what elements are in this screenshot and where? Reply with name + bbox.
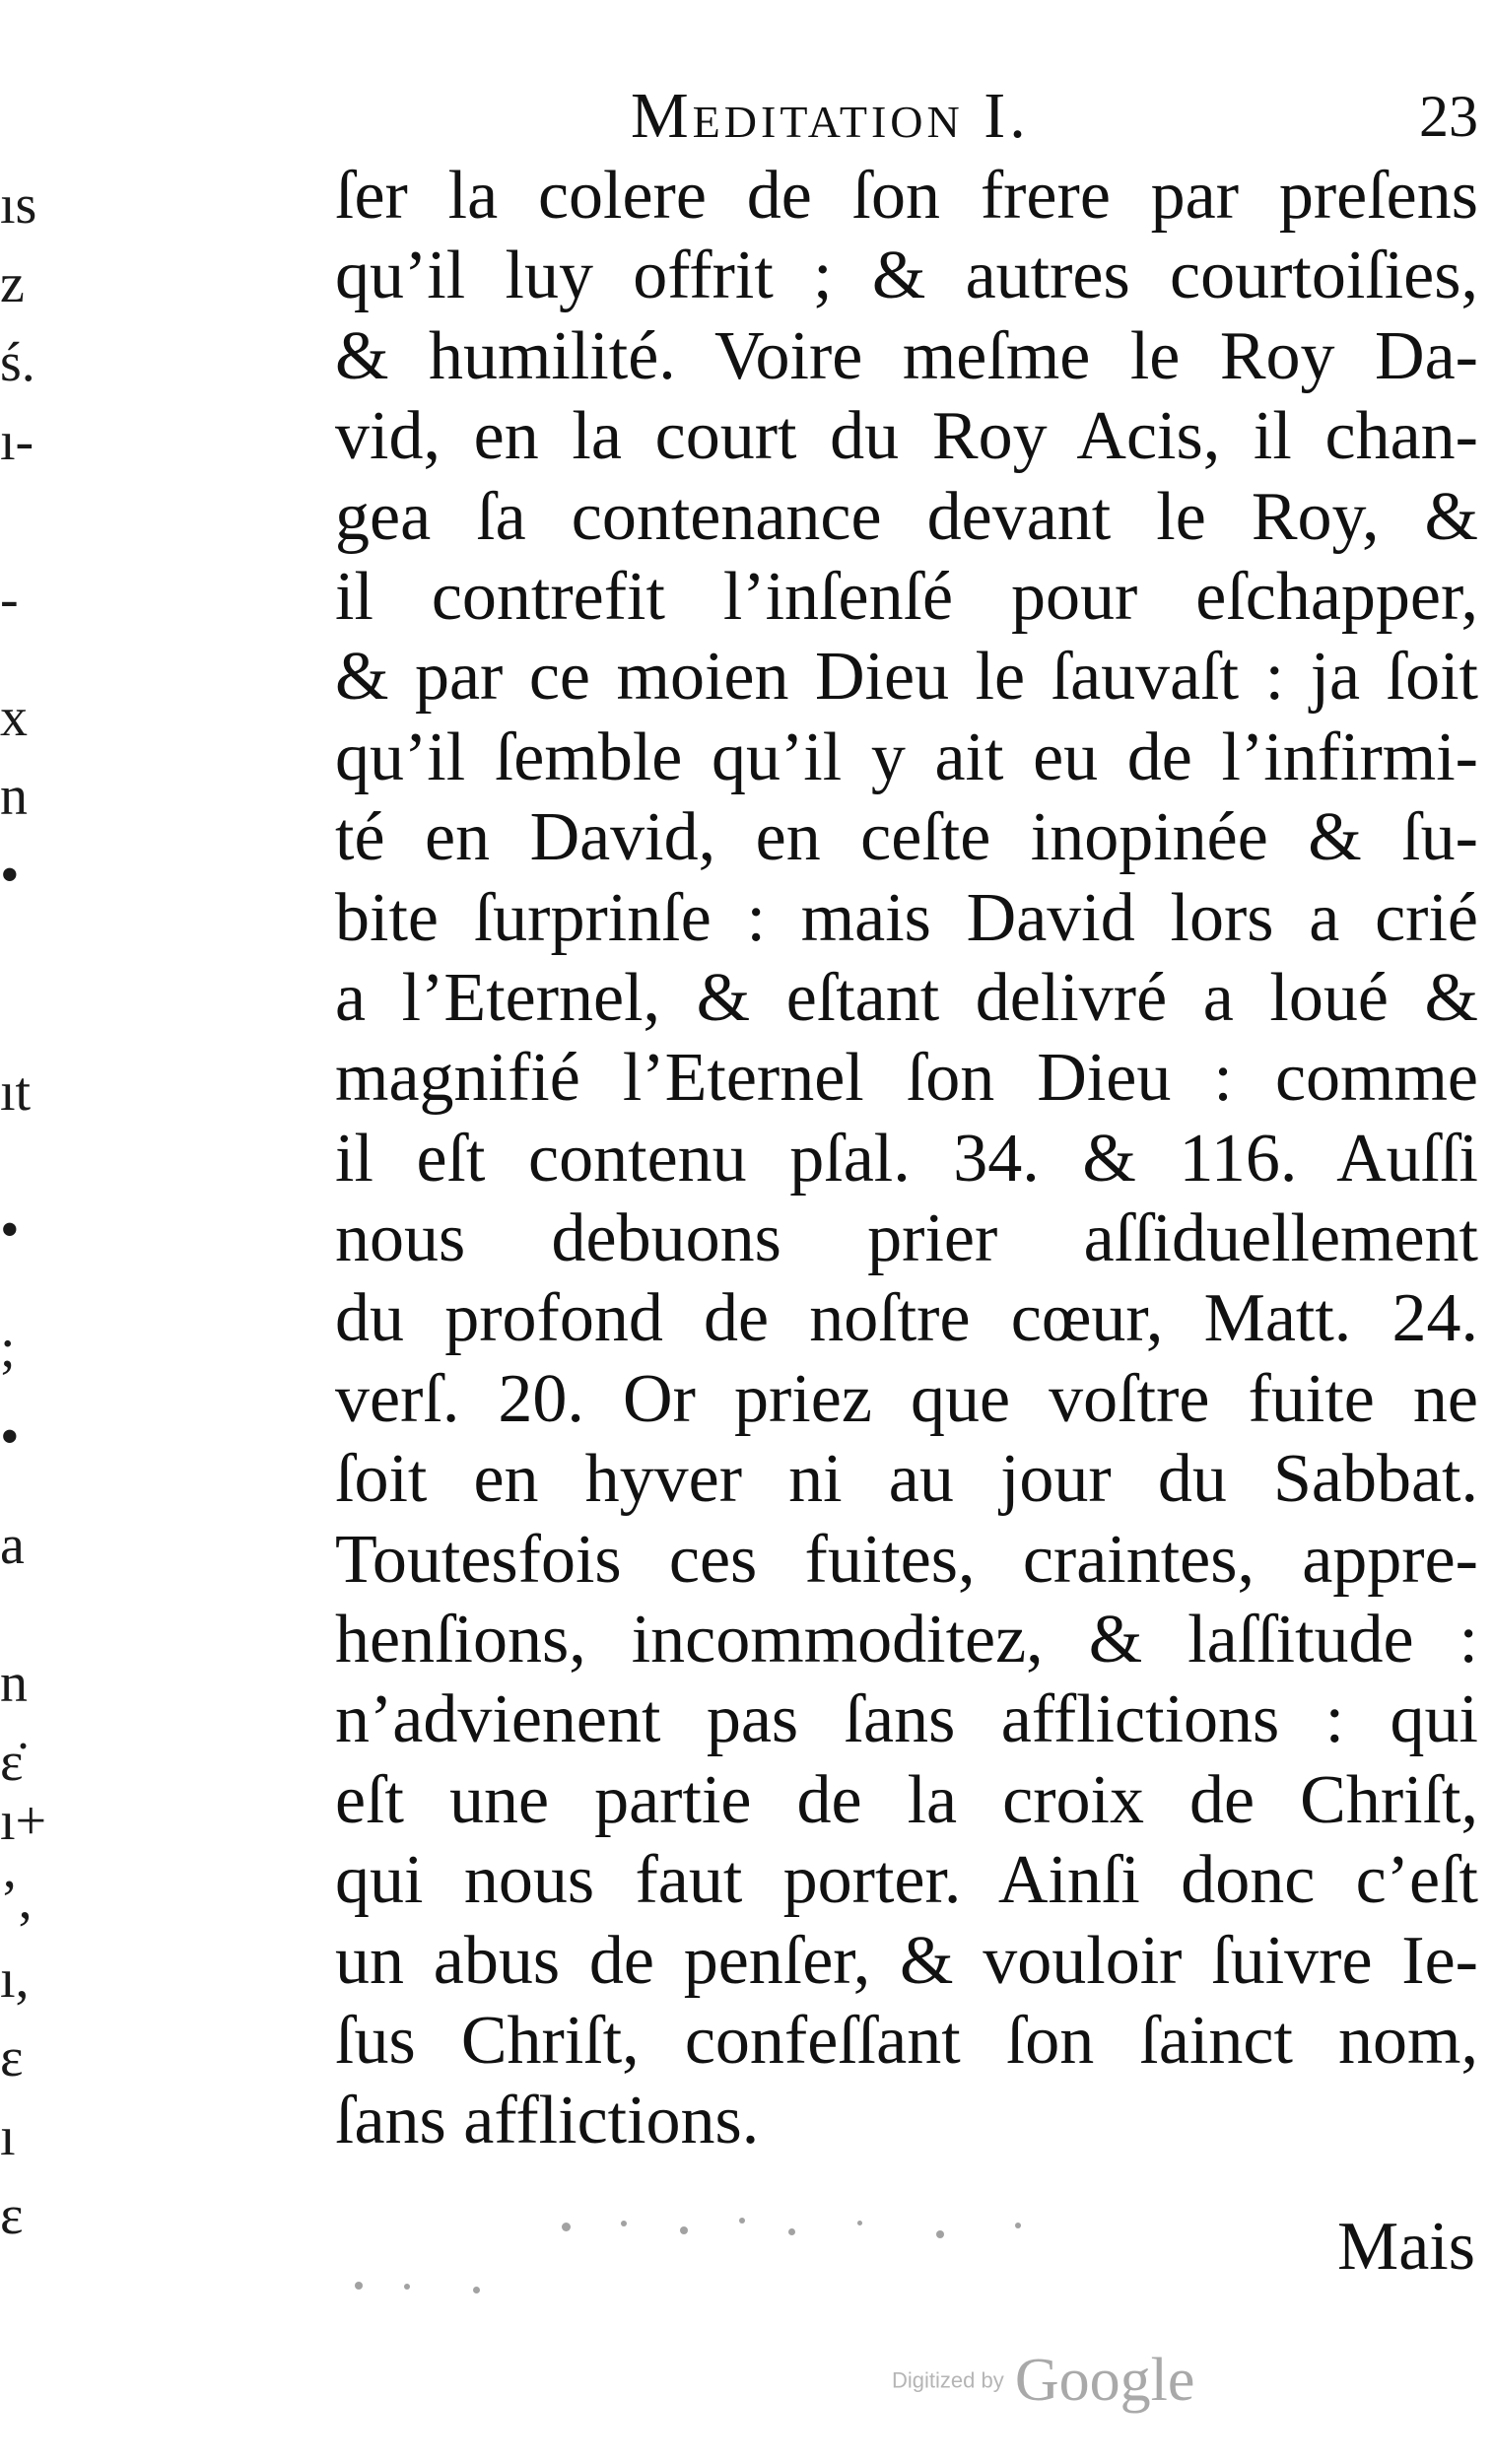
smudge-mark [857, 2221, 862, 2225]
margin-fragment: ’, [0, 1870, 33, 1931]
text-line: du profond de noſtre cœur, Matt. 24. [335, 1280, 1478, 1357]
text-line: & humilité. Voire meſme le Roy Da- [335, 317, 1478, 394]
margin-fragment: x [0, 687, 28, 748]
smudge-mark [936, 2230, 944, 2238]
text-line: té en David, en ceſte inopinée & ſu- [335, 799, 1478, 876]
margin-fragment: ś. [0, 332, 35, 393]
running-header [631, 79, 1478, 168]
text-line: un abus de penſer, & vouloir ſuivre Ie- [335, 1922, 1478, 1999]
margin-fragment: • [0, 1199, 20, 1261]
text-line: qui nous faut porter. Ainſi donc c’eſt [335, 1842, 1478, 1919]
text-line: qu’il ſemble qu’il y ait eu de l’infirmi- [335, 719, 1478, 795]
text-line: verſ. 20. Or priez que voſtre fuite ne [335, 1360, 1478, 1437]
text-line: vid, en la court du Roy Acis, il chan- [335, 398, 1478, 475]
margin-fragment: - [0, 569, 19, 630]
catchword: Mais [1337, 2209, 1475, 2285]
margin-fragment: ; [0, 1318, 16, 1379]
google-logo: Google [1014, 2347, 1195, 2414]
margin-fragment: • [0, 845, 20, 906]
margin-fragment: ı, [0, 1949, 30, 2010]
smudge-mark [788, 2228, 795, 2235]
margin-fragment: z [0, 253, 25, 314]
text-line: n’advienent pas ſans afflictions : qui [335, 1681, 1478, 1758]
text-line: a l’Eternel, & eſtant delivré a loué & [335, 959, 1478, 1036]
text-line: ſus Chriſt, confeſſant ſon ſainct nom, [335, 2002, 1478, 2079]
text-line: eſt une partie de la croix de Chriſt, [335, 1761, 1478, 1838]
smudge-mark [562, 2223, 571, 2231]
margin-fragment: ɛ̇ [0, 1732, 24, 1793]
header-title: Meditation I. [631, 80, 1030, 152]
margin-fragment: a [0, 1515, 25, 1576]
margin-fragment: ı+ [0, 1791, 47, 1852]
smudge-mark [404, 2284, 410, 2290]
margin-fragment: ɛ [0, 2027, 24, 2088]
text-line: ſans afflictions. [335, 2083, 760, 2159]
margin-fragment: n [0, 1653, 28, 1714]
facing-page-margin [0, 174, 59, 2246]
margin-fragment: n [0, 766, 28, 827]
digitized-by-text: Digitized by [892, 2367, 1004, 2393]
text-line: henſions, incommoditez, & laſſitude : [335, 1602, 1478, 1678]
text-line: & par ce moien Dieu le ſauvaſt : ja ſoit [335, 639, 1478, 716]
page-number: 23 [1419, 84, 1478, 149]
smudge-mark [621, 2221, 627, 2226]
text-line: qu’il luy offrit ; & autres courtoiſies, [335, 238, 1478, 314]
smudge-mark [1015, 2223, 1021, 2228]
text-line: ſoit en hyver ni au jour du Sabbat. [335, 1441, 1478, 1518]
text-line: bite ſurprinſe : mais David lors a crié [335, 879, 1478, 956]
text-line: il contrefit l’inſenſé pour eſchapper, [335, 558, 1478, 635]
smudge-mark [355, 2282, 363, 2290]
margin-fragment: ɛ [0, 2185, 24, 2246]
text-line: il eſt contenu pſal. 34. & 116. Auſſi [335, 1120, 1478, 1197]
smudge-mark [739, 2218, 745, 2224]
smudge-mark [680, 2226, 688, 2234]
margin-fragment: ıs [0, 174, 37, 236]
margin-fragment: ı- [0, 411, 34, 472]
text-line: nous debuons prier aſſiduellement [335, 1200, 1478, 1277]
text-line: magnifié l’Eternel ſon Dieu : comme [335, 1040, 1478, 1117]
text-line: gea ſa contenance devant le Roy, & [335, 478, 1478, 555]
digitized-watermark [892, 2346, 1194, 2416]
margin-fragment: ı [0, 2106, 16, 2167]
body-text [335, 156, 1478, 2161]
smudge-mark [473, 2287, 480, 2293]
ink-smudges [325, 2193, 1212, 2311]
text-line: Toutesfois ces fuites, craintes, appre- [335, 1521, 1478, 1598]
margin-fragment: ıt [0, 1061, 32, 1123]
margin-fragment: • [0, 1406, 20, 1468]
text-line: ſer la colere de ſon frere par preſens [335, 158, 1478, 234]
